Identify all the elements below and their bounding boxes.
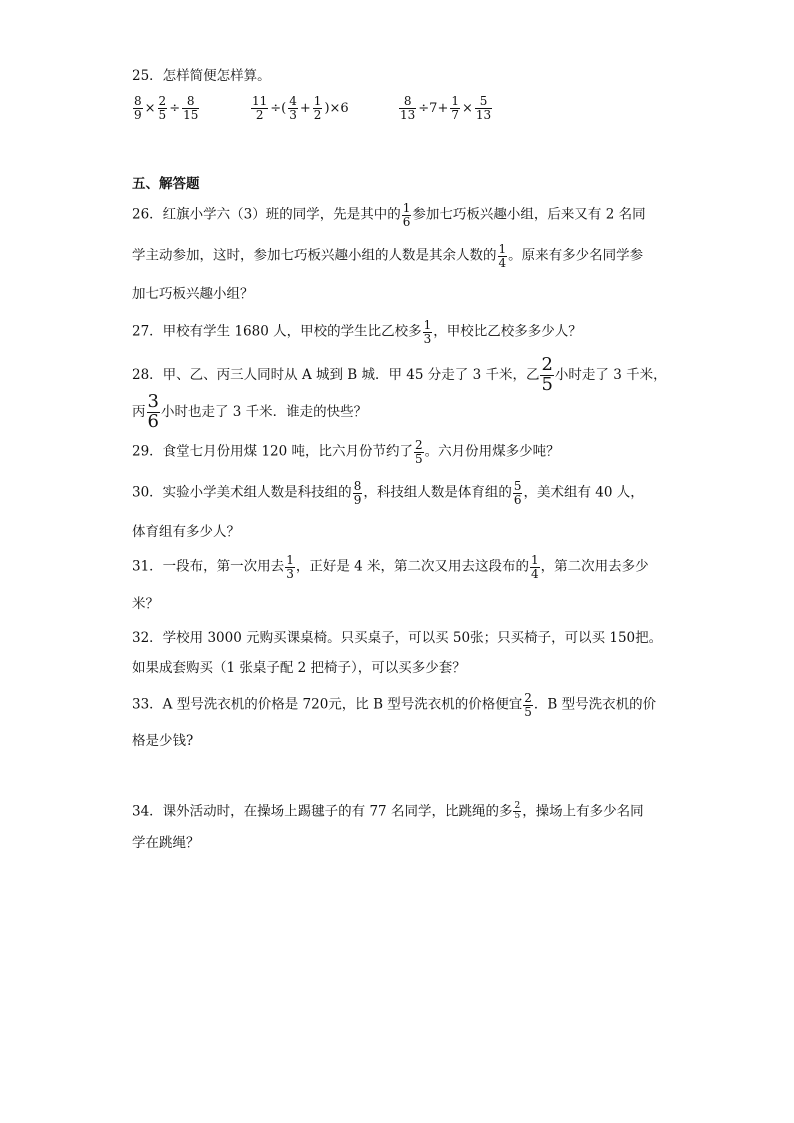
fraction: $\frac{2}{5}$ <box>415 438 423 466</box>
q26-line-2: 学主动参加，这时，参加七巧板兴趣小组的人数是其余人数的 $\frac{1}{4}$ 。原来有多少名同学参 <box>132 242 644 270</box>
q34-line-2: 学在跳绳？ <box>132 835 200 851</box>
fraction: $\frac{2}{5}$ <box>158 94 167 122</box>
q33-line-2: 格是少钱? <box>132 733 194 749</box>
fraction: $\frac{3}{6}$ <box>147 391 159 432</box>
q33-line-1: 33．A 型号洗衣机的价格是 720元，比 B 型号洗衣机的价格便宜 $\frac{2}{5}$ ．B 型号洗衣机的价 <box>132 691 657 719</box>
q31-line-1: 31．一段布，第一次用去 $\frac{1}{3}$ ，正好是 4 米，第二次又用去这段布的 $\frac{1}{4}$ ，第二次用去多少 <box>132 553 649 581</box>
q25-title: 25．怎样简便怎样算。 <box>132 68 271 84</box>
fraction: $\frac{4}{3}$ <box>289 94 297 122</box>
q32-line-2: 如果成套购买（1 张桌子配 2 把椅子），可以买多少套？ <box>132 660 466 676</box>
q26-line-1: 26．红旗小学六（3）班的同学，先是其中的 $\frac{1}{6}$ 参加七巧板兴趣小组，后来又有 2 名同 <box>132 201 646 229</box>
q25-expression-2: $\frac{11}{2}$ ÷( $\frac{4}{3}$ + $\frac{1}{2}$ )×6 <box>252 94 349 122</box>
fraction: $\frac{1}{7}$ <box>451 94 459 122</box>
fraction: $\frac{5}{13}$ <box>475 94 492 122</box>
q34-line-1: 34．课外活动时，在操场上踢毽子的有 77 名同学，比跳绳的多 $\frac{2}{5}$ ，操场上有多少名同 <box>132 801 644 822</box>
q28-line-2: 丙 $\frac{3}{6}$ 小时也走了 3 千米．谁走的快些？ <box>132 391 368 432</box>
fraction: $\frac{8}{9}$ <box>134 94 142 122</box>
q25-expression-3: $\frac{8}{13}$ ÷7+ $\frac{1}{7}$ × $\frac{5}{13}$ <box>400 94 492 122</box>
fraction: $\frac{8}{15}$ <box>183 94 199 122</box>
fraction: $\frac{8}{13}$ <box>400 94 416 122</box>
fraction: $\frac{11}{2}$ <box>252 94 268 122</box>
q32-line-1: 32．学校用 3000 元购买课桌椅。只买桌子，可以买 50张；只买椅子，可以买 150把。 <box>132 630 663 646</box>
q30-line-1: 30．实验小学美术组人数是科技组的 $\frac{8}{9}$ ，科技组人数是体育组的 $\frac{5}{6}$ ，美术组有 40 人， <box>132 479 644 507</box>
fraction: $\frac{8}{9}$ <box>353 479 362 507</box>
q31-line-2: 米？ <box>132 596 159 612</box>
fraction: $\frac{1}{2}$ <box>313 94 322 122</box>
q27-line: 27．甲校有学生 1680 人，甲校的学生比乙校多 $\frac{1}{3}$ ，甲校比乙校多多少人？ <box>132 318 582 346</box>
q30-line-2: 体育组有多少人？ <box>132 524 240 540</box>
q25-expression-1: $\frac{8}{9}$ × $\frac{2}{5}$ ÷ $\frac{8}{15}$ <box>134 94 199 122</box>
fraction: $\frac{1}{4}$ <box>531 553 539 581</box>
fraction: $\frac{5}{6}$ <box>513 479 522 507</box>
q29-line: 29．食堂七月份用煤 120 吨，比六月份节约了 $\frac{2}{5}$ 。六月份用煤多少吨？ <box>132 438 560 466</box>
fraction: $\frac{2}{5}$ <box>524 691 532 719</box>
fraction: $\frac{1}{4}$ <box>498 242 507 270</box>
fraction: $\frac{1}{6}$ <box>402 201 411 229</box>
fraction: $\frac{1}{3}$ <box>423 318 432 346</box>
fraction: $\frac{2}{5}$ <box>541 354 553 395</box>
section-heading: 五、解答题 <box>132 176 200 192</box>
fraction: $\frac{2}{5}$ <box>514 801 521 822</box>
q26-line-3: 加七巧板兴趣小组？ <box>132 286 254 302</box>
q28-line-1: 28．甲、乙、丙三人同时从 A 城到 B 城．甲 45 分走了 3 千米，乙 $\frac{2}{5}$ 小时走了 3 千米， <box>132 354 667 395</box>
fraction: $\frac{1}{3}$ <box>286 553 294 581</box>
